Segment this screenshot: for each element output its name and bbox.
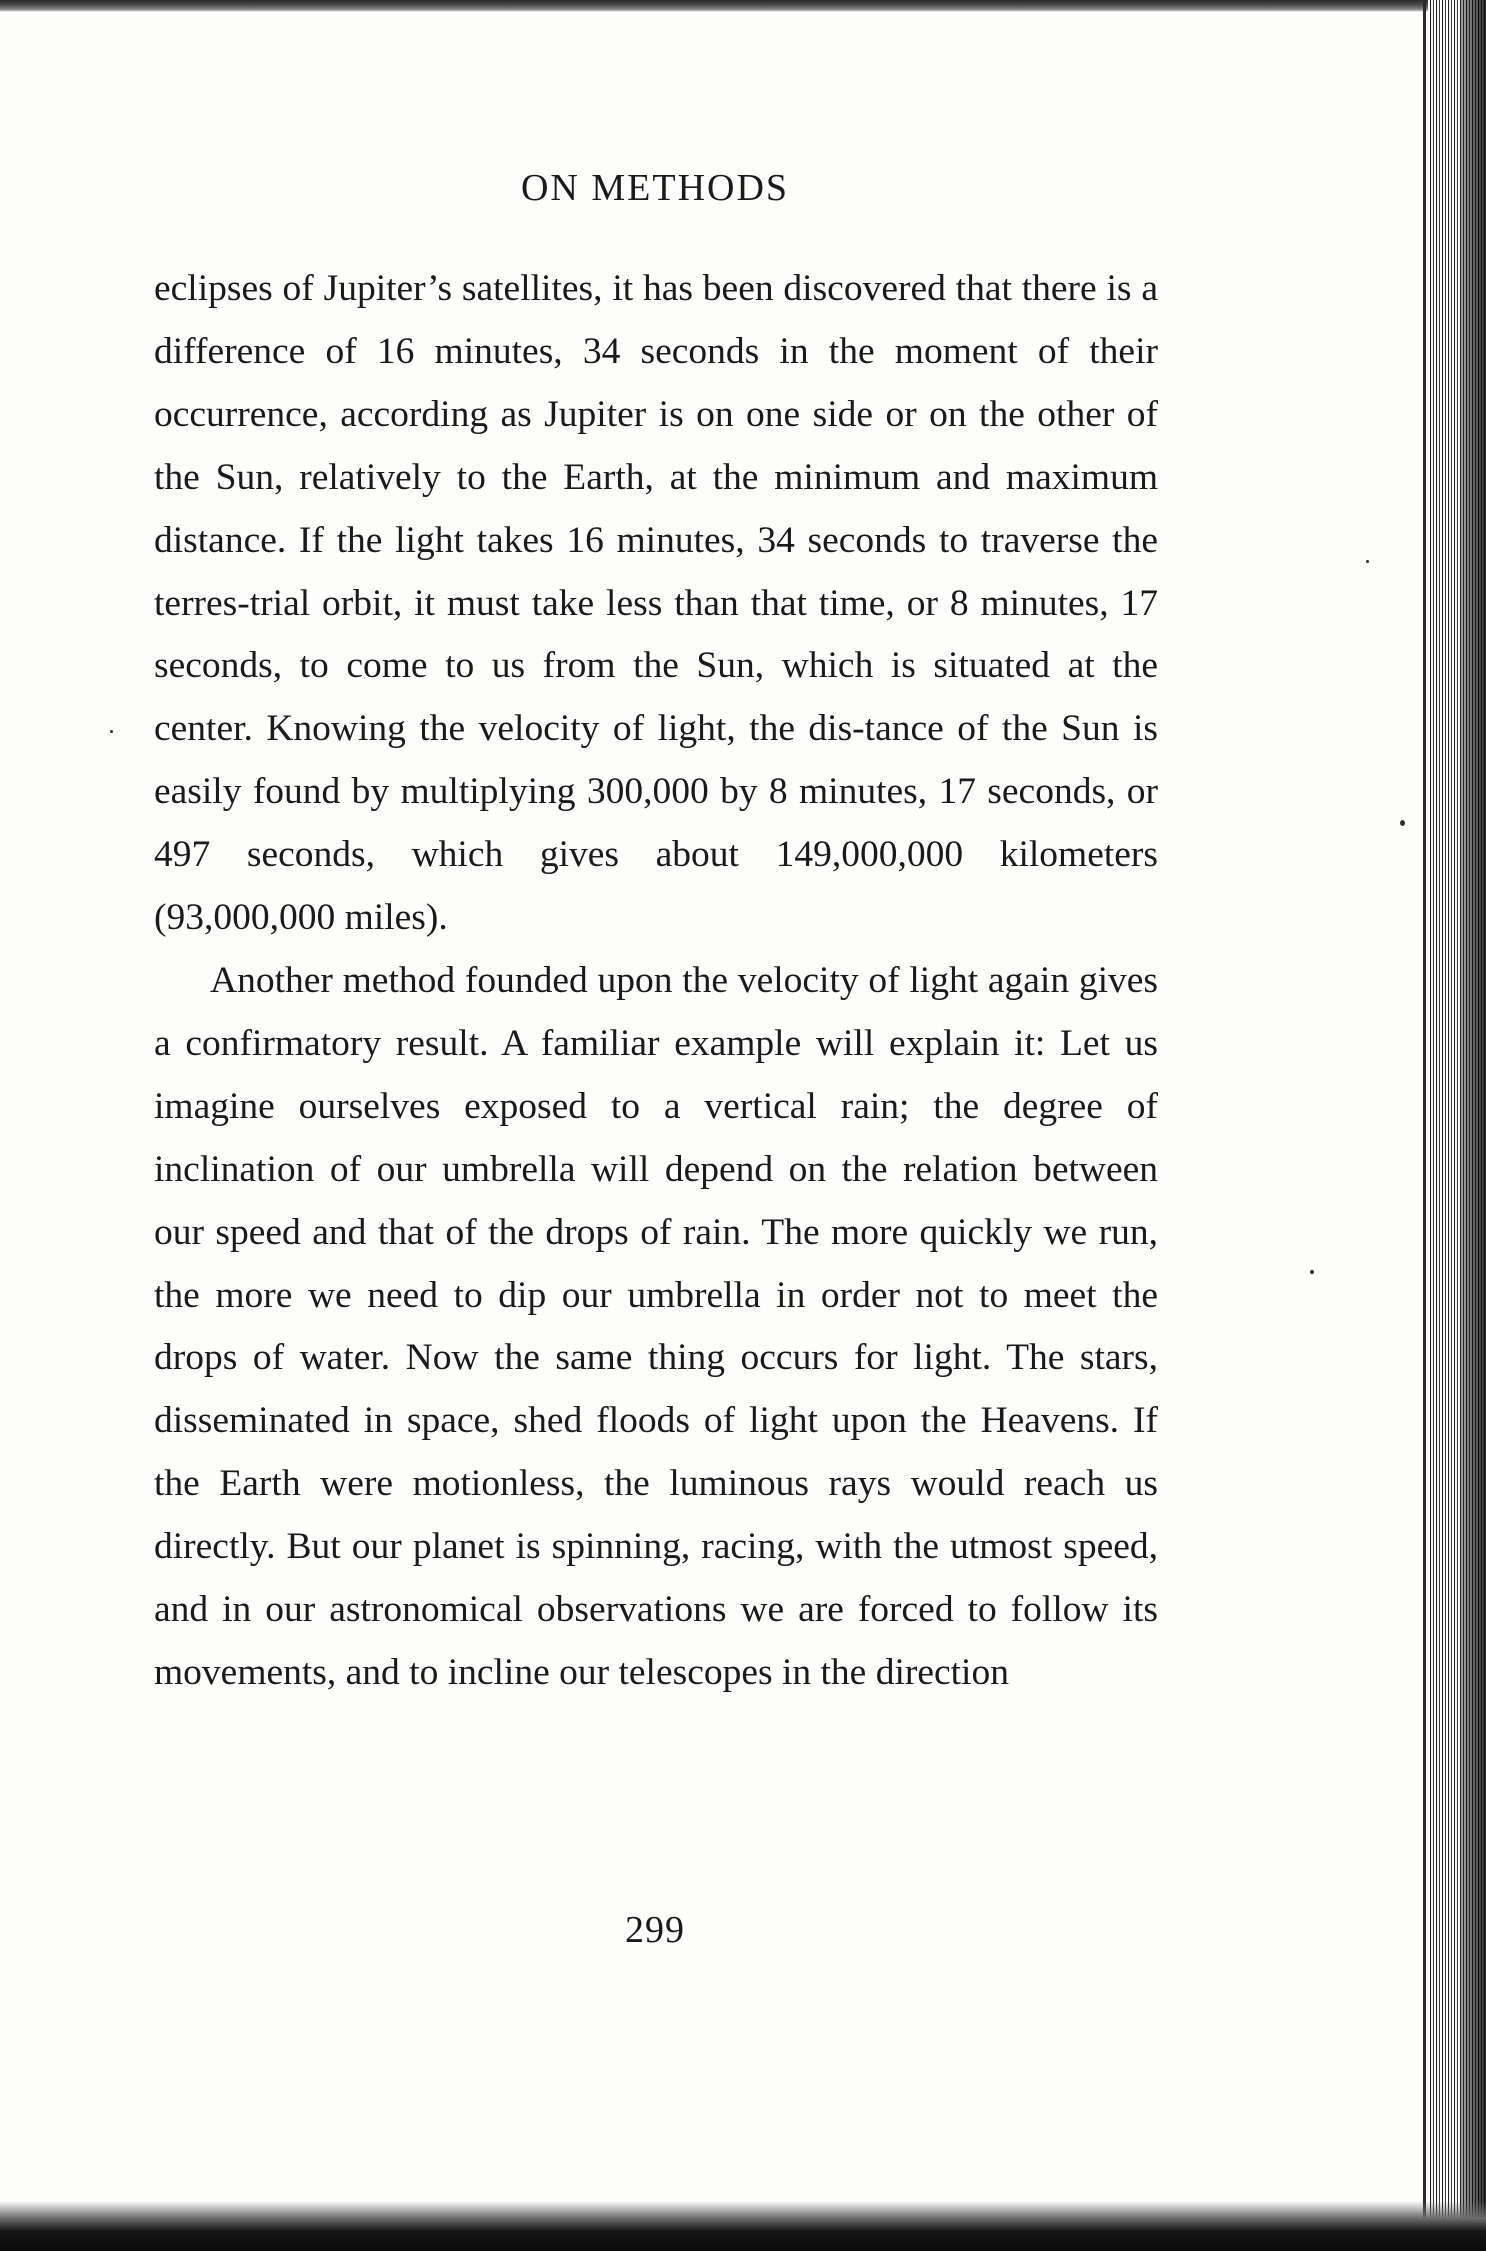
scan-bottom-edge [0,2201,1486,2251]
page-edge-line [1423,0,1426,2251]
scan-speck [1366,560,1369,563]
paragraph: Another method founded upon the velocity of light again gives a confirmatory result. A familiar example will explain it: Let us imagine ourselves exposed to a vertical rain; the degree of inclination of our umbrella will depend on the relation between our speed and that of the drops of rain. The more quickly we run, the more we need to dip our umbrella in order not to meet the drops of water. Now the same thing occurs for light. The stars, disseminated in space, shed floods of light upon the Heavens. If the Earth were motionless, the luminous rays would reach us directly. But our planet is spinning, racing, with the utmost speed, and in our astronomical observations we are forced to follow its movements, and to incline our telescopes in the direction [154,959,1158,1693]
scan-speck [110,730,113,733]
body-text [154,258,1158,1705]
scan-speck [1310,1270,1314,1274]
scan-top-edge [0,0,1486,12]
book-fore-edge-shadow [1460,0,1486,2251]
page-number: 299 [625,1909,685,1951]
running-head: ON METHODS [520,167,790,209]
paragraph: eclipses of Jupiter’s satellites, it has been discovered that there is a difference of 16 minutes, 34 seconds in the moment of their occurrence, according as Jupiter is on one side or on the other of the Sun, relatively to the Earth, at the minimum and maximum distance. If the light takes 16 minutes, 34 seconds to traverse the terres-trial orbit, it must take less than that time, or 8 minutes, 17 seconds, to come to us from the Sun, which is situated at the center. Knowing the velocity of light, the dis-tance of the Sun is easily found by multiplying 300,000 by 8 minutes, 17 seconds, or 497 seconds, which gives about 149,000,000 kilometers (93,000,000 miles). [154,268,1158,939]
scan-speck [1400,820,1405,826]
